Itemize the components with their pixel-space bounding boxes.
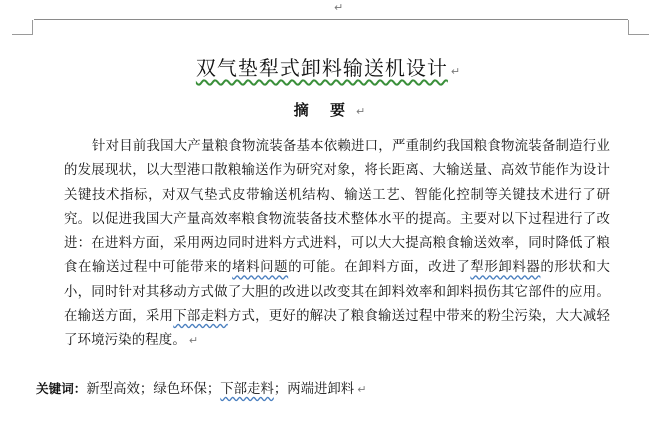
header-paragraph-mark: ↵	[334, 1, 344, 14]
abstract-heading[interactable]	[0, 99, 657, 123]
paragraph-mark: ↵	[450, 65, 462, 78]
spellcheck-flagged-text[interactable]: 下部走料	[173, 309, 228, 325]
spellcheck-flagged-text[interactable]: 堵料问题	[232, 260, 289, 276]
paragraph-mark: ↵	[188, 334, 199, 348]
abstract-paragraph[interactable]	[64, 135, 610, 354]
spellcheck-flagged-text[interactable]: 下部走料	[220, 382, 274, 397]
keyword-run: 新型高效；绿色环保；	[86, 382, 221, 397]
paragraph-mark: ↵	[356, 105, 374, 118]
keyword-run: ；两端进卸料	[273, 382, 355, 397]
paragraph-mark: ↵	[357, 383, 367, 396]
crop-mark-top-left	[12, 20, 33, 35]
text-run: 针对目前我国大产量粮食物流装备基本依赖进口，严重制约我国粮食物流装备制造行业的发展现状，以大型港口散粮输送作为研究对象，将长距离、大输送量、高效节能作为设计关键技术指标，对双气垫式皮带输送机结构、输送工艺、智能化控制等关键技术进行了研究。以促进我国大产量高效率粮食物流装备技术整体水平的提高。主要对以下过程进行了改进：在进料方面，采用两边同时进料方式进料，可以大大提高粮食输送效率，同时降低了粮食在输送过程中可能带来的	[64, 139, 610, 276]
document-title-text: 双气垫犁式卸料输送机设计	[195, 56, 448, 80]
crop-mark-top-right	[628, 20, 649, 35]
keywords-line[interactable]	[36, 378, 366, 401]
text-run: 方式，更好的解决了粮食输送过程中带来的粉尘污染，大大减轻了环境污染的程度。	[64, 309, 610, 349]
document-title[interactable]	[0, 53, 657, 87]
spellcheck-flagged-text[interactable]: 犁形卸料器	[470, 260, 541, 276]
abstract-heading-text: 摘 要	[293, 101, 353, 119]
header-rule	[34, 19, 628, 20]
keywords-label: 关键词：	[36, 381, 87, 396]
text-run: 的可能。在卸料方面，改进了	[288, 260, 471, 276]
text-run: 的形状和大小，同时针对其移动方式做了大胆的改进以改变其在卸料效率和卸料损伤其它部件的应用。在输送方面，采用	[64, 260, 610, 325]
